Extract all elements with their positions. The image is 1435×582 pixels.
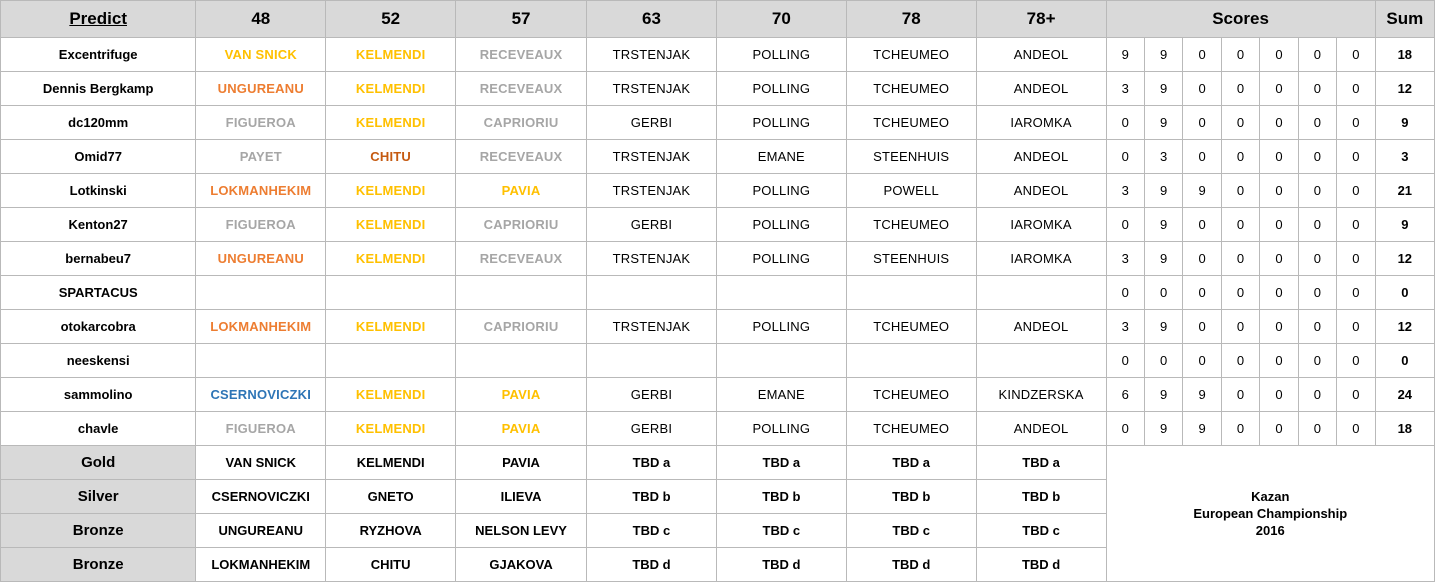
score-cell: 0 (1337, 208, 1376, 242)
score-cell: 0 (1221, 38, 1259, 72)
score-cell: 0 (1337, 106, 1376, 140)
table-row (1, 140, 1435, 174)
pick-cell: TCHEUMEO (846, 310, 976, 344)
medal-winner: CSERNOVICZKI (196, 480, 326, 514)
sum-cell: 3 (1375, 140, 1434, 174)
medal-label: Bronze (1, 548, 196, 582)
pick-cell: KINDZERSKA (976, 378, 1106, 412)
header-category-78plus: 78+ (976, 1, 1106, 38)
score-cell: 0 (1221, 106, 1259, 140)
table-row (1, 412, 1435, 446)
score-cell: 9 (1183, 174, 1221, 208)
score-cell: 0 (1106, 412, 1144, 446)
header-scores: Scores (1106, 1, 1375, 38)
score-cell: 0 (1260, 378, 1298, 412)
pick-cell: PAYET (196, 140, 326, 174)
header-category-78: 78 (846, 1, 976, 38)
score-cell: 0 (1183, 242, 1221, 276)
score-cell: 0 (1221, 276, 1259, 310)
pick-cell: UNGUREANU (196, 242, 326, 276)
medal-winner: CHITU (326, 548, 456, 582)
pick-cell: KELMENDI (326, 208, 456, 242)
medal-tbd: TBD a (587, 446, 717, 480)
score-cell: 0 (1260, 72, 1298, 106)
score-cell: 0 (1144, 344, 1182, 378)
pick-cell: LOKMANHEKIM (196, 174, 326, 208)
player-name: Dennis Bergkamp (1, 72, 196, 106)
pick-cell: TCHEUMEO (846, 412, 976, 446)
score-cell: 0 (1337, 140, 1376, 174)
score-cell: 0 (1260, 208, 1298, 242)
score-cell: 9 (1144, 242, 1182, 276)
pick-cell: LOKMANHEKIM (196, 310, 326, 344)
score-cell: 0 (1144, 276, 1182, 310)
pick-cell: IAROMKA (976, 106, 1106, 140)
pick-cell: TCHEUMEO (846, 38, 976, 72)
pick-cell: RECEVEAUX (456, 72, 587, 106)
pick-cell: RECEVEAUX (456, 140, 587, 174)
medal-winner: NELSON LEVY (456, 514, 587, 548)
pick-cell: PAVIA (456, 174, 587, 208)
pick-cell (846, 344, 976, 378)
pick-cell: TCHEUMEO (846, 72, 976, 106)
pick-cell: CSERNOVICZKI (196, 378, 326, 412)
score-cell: 0 (1337, 174, 1376, 208)
pick-cell: IAROMKA (976, 208, 1106, 242)
pick-cell (976, 344, 1106, 378)
player-name: otokarcobra (1, 310, 196, 344)
medal-winner: GJAKOVA (456, 548, 587, 582)
sum-cell: 12 (1375, 242, 1434, 276)
score-cell: 3 (1106, 72, 1144, 106)
sum-cell: 9 (1375, 106, 1434, 140)
header-category-52: 52 (326, 1, 456, 38)
pick-cell: POLLING (716, 106, 846, 140)
pick-cell: GERBI (587, 378, 717, 412)
medal-tbd: TBD c (716, 514, 846, 548)
score-cell: 0 (1337, 412, 1376, 446)
score-cell: 0 (1298, 38, 1336, 72)
pick-cell: TRSTENJAK (587, 242, 717, 276)
pick-cell: GERBI (587, 412, 717, 446)
score-cell: 9 (1144, 310, 1182, 344)
pick-cell: RECEVEAUX (456, 242, 587, 276)
score-cell: 9 (1144, 106, 1182, 140)
pick-cell: POLLING (716, 310, 846, 344)
pick-cell: UNGUREANU (196, 72, 326, 106)
score-cell: 0 (1260, 344, 1298, 378)
score-cell: 0 (1337, 242, 1376, 276)
pick-cell (326, 344, 456, 378)
score-cell: 0 (1221, 344, 1259, 378)
table-row (1, 38, 1435, 72)
header-category-57: 57 (456, 1, 587, 38)
medal-tbd: TBD a (976, 446, 1106, 480)
score-cell: 9 (1144, 174, 1182, 208)
medal-tbd: TBD c (587, 514, 717, 548)
sum-cell: 18 (1375, 412, 1434, 446)
score-cell: 0 (1260, 106, 1298, 140)
score-cell: 0 (1183, 276, 1221, 310)
medal-tbd: TBD a (846, 446, 976, 480)
pick-cell: TRSTENJAK (587, 38, 717, 72)
pick-cell: GERBI (587, 106, 717, 140)
medal-tbd: TBD b (846, 480, 976, 514)
pick-cell: TCHEUMEO (846, 378, 976, 412)
pick-cell: CHITU (326, 140, 456, 174)
pick-cell: TRSTENJAK (587, 140, 717, 174)
header-category-70: 70 (716, 1, 846, 38)
score-cell: 0 (1260, 276, 1298, 310)
score-cell: 0 (1298, 208, 1336, 242)
score-cell: 0 (1337, 38, 1376, 72)
score-cell: 9 (1144, 72, 1182, 106)
score-cell: 0 (1260, 140, 1298, 174)
pick-cell: KELMENDI (326, 378, 456, 412)
medal-winner: PAVIA (456, 446, 587, 480)
medal-label: Silver (1, 480, 196, 514)
player-name: Kenton27 (1, 208, 196, 242)
score-cell: 9 (1144, 38, 1182, 72)
score-cell: 0 (1298, 242, 1336, 276)
pick-cell (456, 344, 587, 378)
score-cell: 0 (1298, 378, 1336, 412)
score-cell: 0 (1260, 242, 1298, 276)
header-category-48: 48 (196, 1, 326, 38)
pick-cell (326, 276, 456, 310)
player-name: chavle (1, 412, 196, 446)
pick-cell: STEENHUIS (846, 242, 976, 276)
score-cell: 0 (1298, 106, 1336, 140)
player-name: sammolino (1, 378, 196, 412)
sum-cell: 0 (1375, 276, 1434, 310)
pick-cell: CAPRIORIU (456, 106, 587, 140)
table-row (1, 378, 1435, 412)
pick-cell (196, 276, 326, 310)
pick-cell (587, 344, 717, 378)
table-row (1, 344, 1435, 378)
event-city: Kazan (1251, 488, 1290, 504)
pick-cell: PAVIA (456, 378, 587, 412)
medal-winner: KELMENDI (326, 446, 456, 480)
medal-tbd: TBD b (976, 480, 1106, 514)
medal-winner: GNETO (326, 480, 456, 514)
sum-cell: 12 (1375, 310, 1434, 344)
score-cell: 0 (1106, 276, 1144, 310)
medal-winner: VAN SNICK (196, 446, 326, 480)
pick-cell: ANDEOL (976, 310, 1106, 344)
table-row (1, 310, 1435, 344)
score-cell: 0 (1337, 378, 1376, 412)
pick-cell: VAN SNICK (196, 38, 326, 72)
pick-cell (976, 276, 1106, 310)
score-cell: 0 (1221, 174, 1259, 208)
event-year: 2016 (1255, 523, 1285, 539)
pick-cell: EMANE (716, 378, 846, 412)
pick-cell: TRSTENJAK (587, 72, 717, 106)
pick-cell: FIGUEROA (196, 208, 326, 242)
event-title-box (1106, 446, 1434, 582)
medal-tbd: TBD d (716, 548, 846, 582)
score-cell: 9 (1183, 412, 1221, 446)
medal-tbd: TBD b (716, 480, 846, 514)
header-predict: Predict (1, 1, 196, 38)
score-cell: 0 (1183, 310, 1221, 344)
score-cell: 3 (1106, 242, 1144, 276)
pick-cell (716, 276, 846, 310)
score-cell: 0 (1106, 140, 1144, 174)
pick-cell: FIGUEROA (196, 106, 326, 140)
medal-tbd: TBD c (976, 514, 1106, 548)
score-cell: 0 (1221, 242, 1259, 276)
player-name: neeskensi (1, 344, 196, 378)
header-category-63: 63 (587, 1, 717, 38)
pick-cell: POLLING (716, 72, 846, 106)
score-cell: 3 (1106, 174, 1144, 208)
score-cell: 0 (1183, 106, 1221, 140)
pick-cell: POLLING (716, 208, 846, 242)
score-cell: 0 (1106, 344, 1144, 378)
player-name: bernabeu7 (1, 242, 196, 276)
score-cell: 0 (1221, 140, 1259, 174)
pick-cell: POLLING (716, 242, 846, 276)
score-cell: 0 (1221, 208, 1259, 242)
score-cell: 0 (1260, 310, 1298, 344)
score-cell: 0 (1183, 208, 1221, 242)
pick-cell: ANDEOL (976, 72, 1106, 106)
table-row (1, 174, 1435, 208)
sum-cell: 9 (1375, 208, 1434, 242)
score-cell: 9 (1144, 208, 1182, 242)
pick-cell: POLLING (716, 412, 846, 446)
pick-cell: KELMENDI (326, 174, 456, 208)
pick-cell: STEENHUIS (846, 140, 976, 174)
medal-row (1, 446, 1435, 480)
pick-cell: CAPRIORIU (456, 310, 587, 344)
player-name: SPARTACUS (1, 276, 196, 310)
medal-winner: UNGUREANU (196, 514, 326, 548)
pick-cell: CAPRIORIU (456, 208, 587, 242)
medal-winner: RYZHOVA (326, 514, 456, 548)
medal-tbd: TBD d (976, 548, 1106, 582)
score-cell: 0 (1298, 310, 1336, 344)
pick-cell: POLLING (716, 174, 846, 208)
medal-winner: ILIEVA (456, 480, 587, 514)
score-cell: 0 (1337, 310, 1376, 344)
sum-cell: 12 (1375, 72, 1434, 106)
pick-cell: RECEVEAUX (456, 38, 587, 72)
score-cell: 0 (1183, 38, 1221, 72)
medal-tbd: TBD d (846, 548, 976, 582)
pick-cell: EMANE (716, 140, 846, 174)
pick-cell: TCHEUMEO (846, 208, 976, 242)
header-sum: Sum (1375, 1, 1434, 38)
score-cell: 0 (1337, 344, 1376, 378)
score-cell: 0 (1221, 72, 1259, 106)
pick-cell: TRSTENJAK (587, 310, 717, 344)
pick-cell (716, 344, 846, 378)
score-cell: 3 (1144, 140, 1182, 174)
medal-label: Gold (1, 446, 196, 480)
sum-cell: 0 (1375, 344, 1434, 378)
score-cell: 0 (1221, 310, 1259, 344)
pick-cell (846, 276, 976, 310)
table-row (1, 276, 1435, 310)
pick-cell: KELMENDI (326, 310, 456, 344)
sum-cell: 18 (1375, 38, 1434, 72)
pick-cell: ANDEOL (976, 38, 1106, 72)
score-cell: 0 (1260, 174, 1298, 208)
score-cell: 9 (1183, 378, 1221, 412)
player-name: Lotkinski (1, 174, 196, 208)
score-cell: 0 (1298, 276, 1336, 310)
pick-cell: KELMENDI (326, 242, 456, 276)
sum-cell: 21 (1375, 174, 1434, 208)
player-name: Omid77 (1, 140, 196, 174)
player-name: dc120mm (1, 106, 196, 140)
medal-tbd: TBD d (587, 548, 717, 582)
score-cell: 0 (1337, 276, 1376, 310)
table-row (1, 242, 1435, 276)
pick-cell: KELMENDI (326, 106, 456, 140)
score-cell: 9 (1144, 378, 1182, 412)
event-name: European Championship (1193, 505, 1348, 521)
score-cell: 0 (1106, 208, 1144, 242)
pick-cell: IAROMKA (976, 242, 1106, 276)
pick-cell: POLLING (716, 38, 846, 72)
table-row (1, 106, 1435, 140)
score-cell: 0 (1183, 344, 1221, 378)
medal-tbd: TBD b (587, 480, 717, 514)
pick-cell: KELMENDI (326, 38, 456, 72)
player-name: Excentrifuge (1, 38, 196, 72)
medal-tbd: TBD c (846, 514, 976, 548)
score-cell: 0 (1260, 412, 1298, 446)
pick-cell (587, 276, 717, 310)
pick-cell: TCHEUMEO (846, 106, 976, 140)
score-cell: 0 (1298, 140, 1336, 174)
medal-tbd: TBD a (716, 446, 846, 480)
score-cell: 0 (1298, 344, 1336, 378)
score-cell: 0 (1183, 72, 1221, 106)
medal-label: Bronze (1, 514, 196, 548)
table-row (1, 72, 1435, 106)
pick-cell: GERBI (587, 208, 717, 242)
sum-cell: 24 (1375, 378, 1434, 412)
score-cell: 0 (1260, 38, 1298, 72)
pick-cell: KELMENDI (326, 72, 456, 106)
table-row (1, 208, 1435, 242)
score-cell: 3 (1106, 310, 1144, 344)
pick-cell: TRSTENJAK (587, 174, 717, 208)
score-cell: 0 (1298, 412, 1336, 446)
pick-cell: POWELL (846, 174, 976, 208)
score-cell: 0 (1221, 412, 1259, 446)
pick-cell: ANDEOL (976, 174, 1106, 208)
table-header-row (1, 1, 1435, 38)
score-cell: 6 (1106, 378, 1144, 412)
score-cell: 0 (1183, 140, 1221, 174)
score-cell: 0 (1337, 72, 1376, 106)
score-cell: 0 (1221, 378, 1259, 412)
score-cell: 0 (1298, 72, 1336, 106)
pick-cell (456, 276, 587, 310)
medal-winner: LOKMANHEKIM (196, 548, 326, 582)
pick-cell: PAVIA (456, 412, 587, 446)
pick-cell (196, 344, 326, 378)
pick-cell: ANDEOL (976, 140, 1106, 174)
pick-cell: KELMENDI (326, 412, 456, 446)
score-cell: 9 (1106, 38, 1144, 72)
score-cell: 9 (1144, 412, 1182, 446)
score-cell: 0 (1106, 106, 1144, 140)
pick-cell: ANDEOL (976, 412, 1106, 446)
score-cell: 0 (1298, 174, 1336, 208)
pick-cell: FIGUEROA (196, 412, 326, 446)
